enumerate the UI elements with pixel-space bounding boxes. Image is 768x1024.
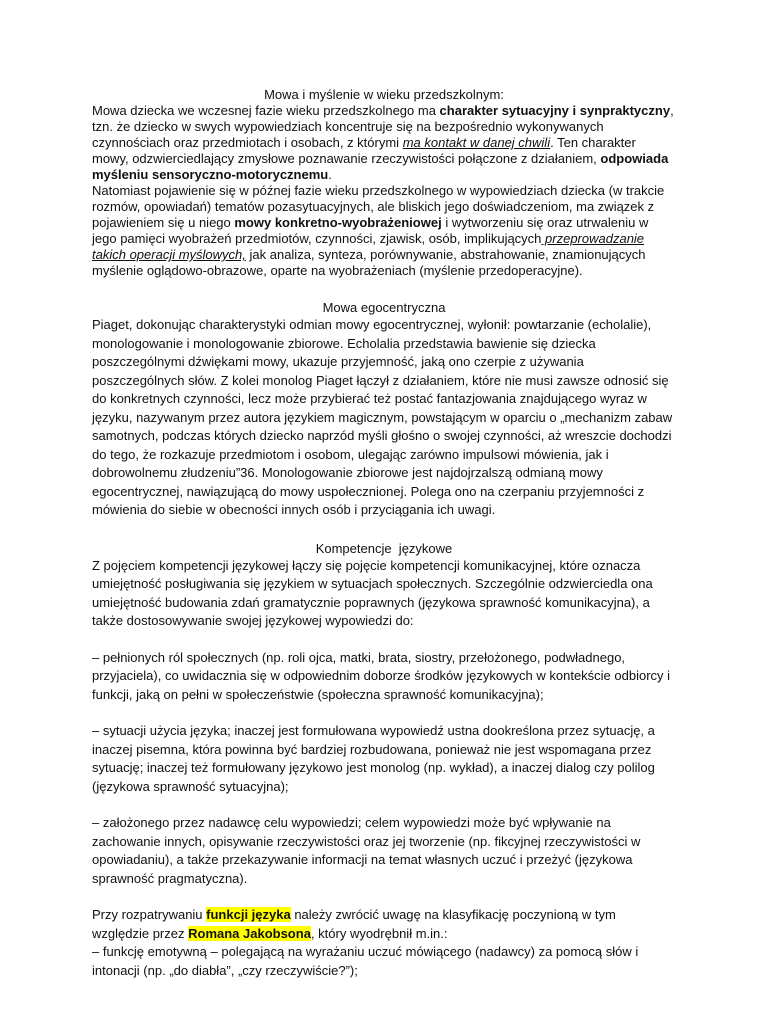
- spacer: [92, 631, 676, 649]
- list-item: – założonego przez nadawcę celu wypowiedzi; celem wypowiedzi może być wpływanie na zachowanie innych, opisywanie rzeczywistości oraz jej tworzenie (np. fikcyjnej rzeczywistości w opowiadaniu), a także przekazywanie informacji na temat własnych uczuć i przeżyć (językowa sprawność pragmatyczna).: [92, 815, 641, 886]
- paragraph: [92, 906, 676, 943]
- text-run: Natomiast pojawienie się w późnej fazie wieku przedszkolnego w wypowiedziach dziecka (w trakcie rozmów, opowiadań) tematów pozasytuacyjnych, ale bliskich jego doświadczeniom, ma związek z pojawieniem się u niego: [92, 183, 665, 230]
- bold-text: mowy konkretno-wyobrażeniowej: [234, 215, 442, 230]
- paragraph: Z pojęciem kompetencji językowej łączy się pojęcie kompetencji komunikacyjnej, które oznacza umiejętność posługiwania się językiem w sytuacjach społecznych. Szczególnie odzwierciedla ona umiejętność budowania zdań gramatycznie poprawnych (językowa sprawność komunikacyjna), a także dostosowywanie swojej językowej wypowiedzi do:: [92, 557, 653, 628]
- spacer: [92, 888, 676, 906]
- text-run: , tzn. że dziecko w swych wypowiedziach koncentruje się na bezpośrednio wykonywanych czynnościach oraz przedmiotach i osobach, z którymi: [92, 103, 674, 150]
- text-run: Mowa dziecka we wczesnej fazie wieku przedszkolnego ma: [92, 103, 440, 118]
- emphasis-text: przeprowadzanie takich operacji myślowych,: [92, 231, 645, 262]
- paragraph: Piaget, dokonując charakterystyki odmian mowy egocentrycznej, wyłonił: powtarzanie (echolalie), monologowanie i monologowanie zbiorowe. Echolalia przedstawia bawienie się dziecka poszczególnymi dźwiękami mowy, ukazuje przyjemność, jaką ono czerpie z używania poszczególnych słów. Z kolei monolog Piaget łączył z działaniem, które nie musi zawsze odnosić się do konkretnych czynności, lecz może przybierać też postać fantazjowania znajdującego wyraz w języku, nazywanym przez autora językiem magicznym, powstającym w oparciu o „mechanizm zabaw samotnych, podczas których dziecko naprzód myśli głośno o swojej czynności, aż wreszcie dochodzi do tego, że rozkazuje przedmiotom i osobom, ulegając zarówno impulsowi mówienia, jak i dobrowolnemu złudzeniu”36. Monologowanie zbiorowe jest najdojrzalszą odmianą mowy egocentrycznej, nawiązującą do mowy uspołecznionej. Polega ono na czerpaniu przyjemności z mówienia do siebie w obecności innych osób i przyciągania ich uwagi.: [92, 317, 673, 517]
- highlighted-text: Romana Jakobsona: [188, 925, 311, 941]
- bold-text: charakter sytuacyjny i synpraktyczny: [439, 103, 671, 118]
- highlighted-text: funkcji języka: [206, 907, 291, 922]
- bold-text: odpowiada myśleniu sensoryczno-motorycznemu: [92, 151, 669, 182]
- text-run: należy zwrócić uwagę na klasyfikację poczynioną w tym względzie przez: [92, 907, 616, 941]
- list-item: – pełnionych ról społecznych (np. roli ojca, matki, brata, siostry, przełożonego, podwładnego, przyjaciela), co uwidacznia się w odpowiednim doborze środków językowych w kontekście odbiorcy i funkcji, jaką on pełni w społeczeństwie (społeczna sprawność komunikacyjna);: [92, 649, 671, 702]
- spacer: [92, 796, 676, 814]
- paragraph: [92, 103, 676, 183]
- spacer: [92, 520, 676, 540]
- list-item: – sytuacji użycia języka; inaczej jest formułowana wypowiedź ustna dookreślona przez sytuację, a inaczej pisemna, która powinna być bardziej rozbudowana, ponieważ nie jest wspomagana przez sytuację; inaczej też formułowany językowo jest monolog (np. wykład), a inaczej dialog czy polilog (językowa sprawność sytuacyjna);: [92, 723, 655, 794]
- spacer: [92, 704, 676, 722]
- list-item: – funkcję emotywną – polegającą na wyrażaniu uczuć mówiącego (nadawcy) za pomocą słów i intonacji (np. „do diabła”, „czy rzeczywiście?”);: [92, 944, 639, 978]
- section-title: Mowa i myślenie w wieku przedszkolnym:: [264, 87, 504, 102]
- text-run: Przy rozpatrywaniu: [92, 907, 207, 922]
- section-title: Kompetencje językowe: [315, 540, 453, 556]
- paragraph: [92, 183, 676, 279]
- section-title: Mowa egocentryczna: [322, 300, 446, 315]
- text-run: i wytworzeniu się oraz utrwaleniu w jego pamięci wyobrażeń przedmiotów, czynności, zjawisk, osób, implikujących: [92, 215, 649, 246]
- text-run: , który wyodrębnił m.in.:: [310, 925, 448, 941]
- spacer: [92, 279, 676, 299]
- text-run: . Ten charakter mowy, odzwierciedlający zmysłowe poznawanie rzeczywistości połączone z działaniem,: [92, 135, 636, 166]
- text-run: jak analiza, synteza, porównywanie, abstrahowanie, znamionujących myślenie oglądowo-obrazowe, oparte na wyobrażeniach (myślenie przedoperacyjne).: [92, 247, 646, 278]
- text-run: .: [328, 167, 332, 182]
- emphasis-text: ma kontakt w danej chwili: [402, 135, 551, 150]
